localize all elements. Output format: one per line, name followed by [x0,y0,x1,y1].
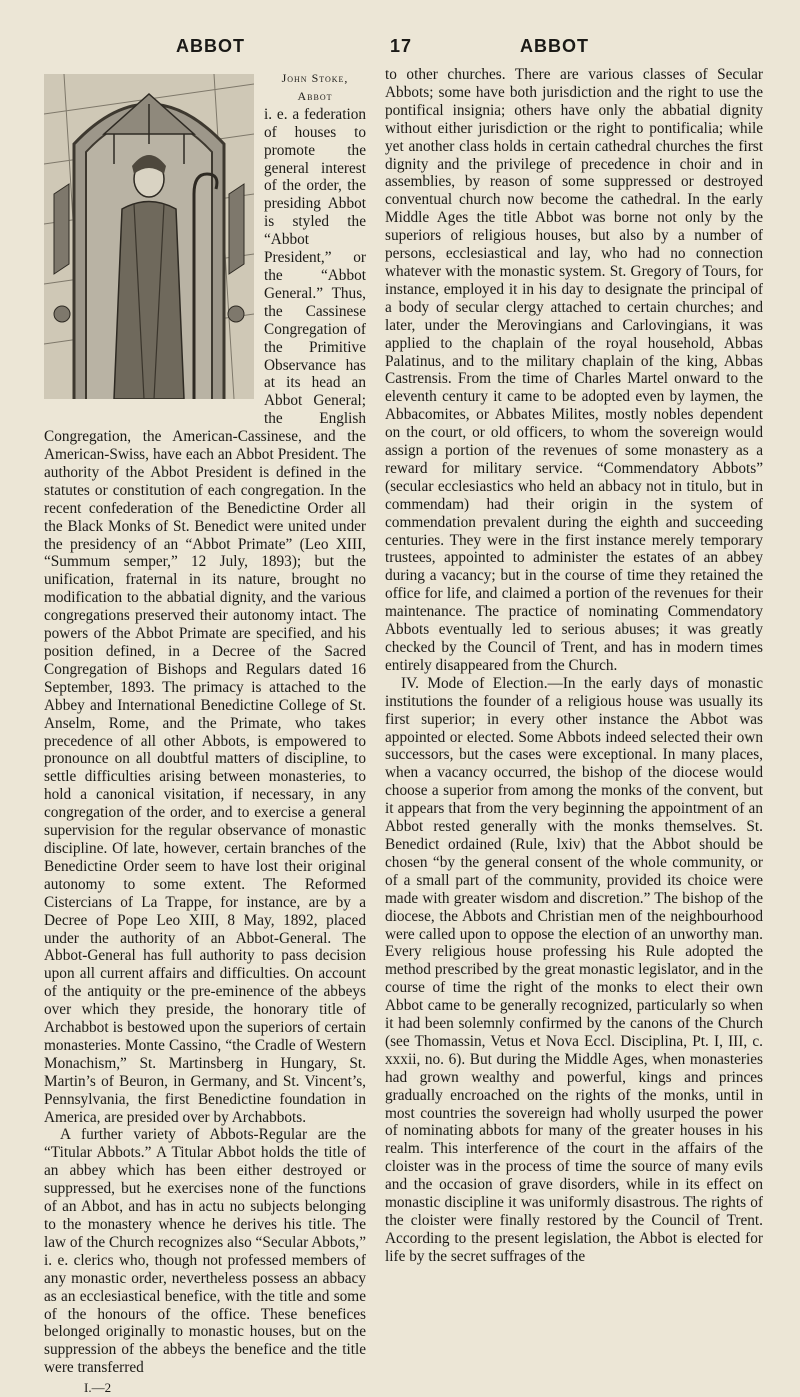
left-paragraph-2: A further variety of Abbots-Regular are the “Titular Abbots.” A Titular Abbot holds the title of an abbey which has been either destroyed or suppressed, but he exercises none of the functions of an Abbot, and has in actu no subjects belonging to the monastery whence he derives his title. The law of the Church recognizes also “Secular Abbots,” i. e. clerics who, though not professed members of any monastic order, nevertheless possess an abbacy as an ecclesiastical benefice, with the title and some of the honours of the office. These benefices belonged originally to monastic houses, but on the suppression of the abbeys the benefice and the title were transferred [44,1126,366,1377]
figure-caption: John Stoke, Abbot [281,71,349,103]
page-number: 17 [390,36,413,56]
signature-mark: I.—2 [84,1380,112,1396]
right-column [385,66,763,1266]
stained-glass-figure [44,74,254,419]
stained-glass-illustration [44,74,254,399]
running-head-left: ABBOT [176,36,245,56]
running-head-right: ABBOT [520,36,589,56]
right-paragraph-1: to other churches. There are various classes of Secular Abbots; some have both jurisdiction and the right to use the pontifical insignia; others have only the abbatial dignity without either jurisdiction or the right to pontificalia; while yet another class holds in certain cathedral churches the first dignity and the privilege of precedence in choir and in assemblies, by reason of some suppressed or destroyed conventual church now become the cathedral. In the early Middle Ages the title Abbot was borne not only by the superiors of religious houses, but also by a number of persons, ecclesiastical and lay, who had no connection whatever with the monastic system. St. Gregory of Tours, for instance, employed it in his day to designate the principal of a body of secular clergy attached to certain churches; and later, under the Merovingians and Carlovingians, it was applied to the chaplain of the royal household, Abbas Palatinus, and to the military chaplain of the king, Abbas Castrensis. From the time of Charles Martel onward to the eleventh century it came to be adopted even by laymen, the Abbacomites, or Abbates Milites, mostly nobles dependent on the court, or old officers, to whom the sovereign would assign a portion of the revenues of some monastery as a reward for military service. “Commendatory Abbots” (secular ecclesiastics who held an abbacy not in titulo, but in commendam) had their origin in the system of commendation prevalent during the eighth and succeeding centuries. They were in the first instance merely temporary trustees, appointed to administer the estates of an abbey during a vacancy; but in the course of time they retained the office for life, and claimed a portion of the revenues for their maintenance. The practice of nominating Commendatory Abbots eventually led to serious abuses; it was greatly checked by the Council of Trent, and has in modern times entirely disappeared from the Church. [385,66,763,674]
right-paragraph-2: IV. Mode of Election.—In the early days of monastic institutions the founder of a religious house was usually its first superior; in every other instance the Abbot was appointed or elected. Some Abbots indeed selected their own successors, but the cases were exceptional. In many places, when a vacancy occurred, the bishop of the diocese would choose a superior from among the monks of the convent, but it appears that from the very beginning the appointment of an Abbot rested generally with the monks themselves. St. Benedict ordained (Rule, lxiv) that the Abbot should be chosen “by the general consent of the whole community, or of a small part of the community, provided its choice were made with greater wisdom and discretion.” The bishop of the diocese, the Abbots and Christian men of the neighbourhood were called upon to oppose the election of an unworthy man. Every religious house professing his Rule adopted the method prescribed by the great monastic legislator, and in the course of time the right of the monks to elect their own Abbot came to be generally recognized, particularly so when it had been solemnly confirmed by the canons of the Church (see Thomassin, Vetus et Nova Eccl. Disciplina, Pt. I, III, c. xxxii, no. 6). But during the Middle Ages, when monasteries had grown wealthy and powerful, kings and princes gradually encroached on the rights of the monks, until in most countries the sovereign had wholly usurped the power of nominating abbots for many of the greater houses in his realm. This interference of the court in the affairs of the cloister was in the process of time the source of many evils and the occasion of grave disorders, while in its effect on monastic discipline it was uniformly disastrous. The rights of the cloister were finally restored by the Council of Trent. According to the present legislation, the Abbot is elected for life by the secret suffrages of the [385,674,763,1265]
left-column [44,66,366,1397]
left-paragraph-1-text: i. e. a federation of houses to promote the general interest of the order, the presiding Abbot is styled the “Abbot President,” or the “Abbot General.” Thus, the Cassinese Congregation of the Primitive Observance has at its head an Abbot General; the English Congregation, the American-Cassinese, and the American-Swiss, have each an Abbot President. The authority of the Abbot President is defined in the statutes or constitution of each congregation. In the recent confederation of the Benedictine Order all the Black Monks of St. Benedict were united under the presidency of an “Abbot Primate” (Leo XIII, “Summum semper,” 12 July, 1893); but the unification, fraternal in its nature, brought no modification to the abbatial dignity, and the various congregations preserved their autonomy intact. The powers of the Abbot Primate are specified, and his position defined, in a Decree of the Sacred Congregation of Bishops and Regulars dated 16 September, 1893. The primacy is attached to the Abbey and International Benedictine College of St. Anselm, Rome, and the Primate, who takes precedence of all other Abbots, is empowered to pronounce on all doubtful matters of discipline, to settle difficulties arising between monasteries, to hold a canonical visitation, if necessary, in any congregation of the order, and to exercise a general supervision for the regular observance of monastic discipline. Of late, however, certain branches of the Benedictine Order seem to have lost their original autonomy to some extent. The Reformed Cistercians of La Trappe, for instance, are by a Decree of Pope Leo XIII, 8 May, 1892, placed under the authority of an Abbot-General. The Abbot-General has full authority to pass decision upon all current affairs and difficulties. On account of the antiquity or the pre-eminence of the abbeys over which they preside, the honorary title of Archabbot is bestowed upon the superiors of certain monasteries. Monte Cassino, “the Cradle of Western Monachism,” St. Martinsberg in Hungary, St. Martin’s of Beuron, in Germany, and St. Vincent’s, Pennsylvania, the first Benedictine foundation in America, are presided over by Archabbots. [44,105,366,1126]
